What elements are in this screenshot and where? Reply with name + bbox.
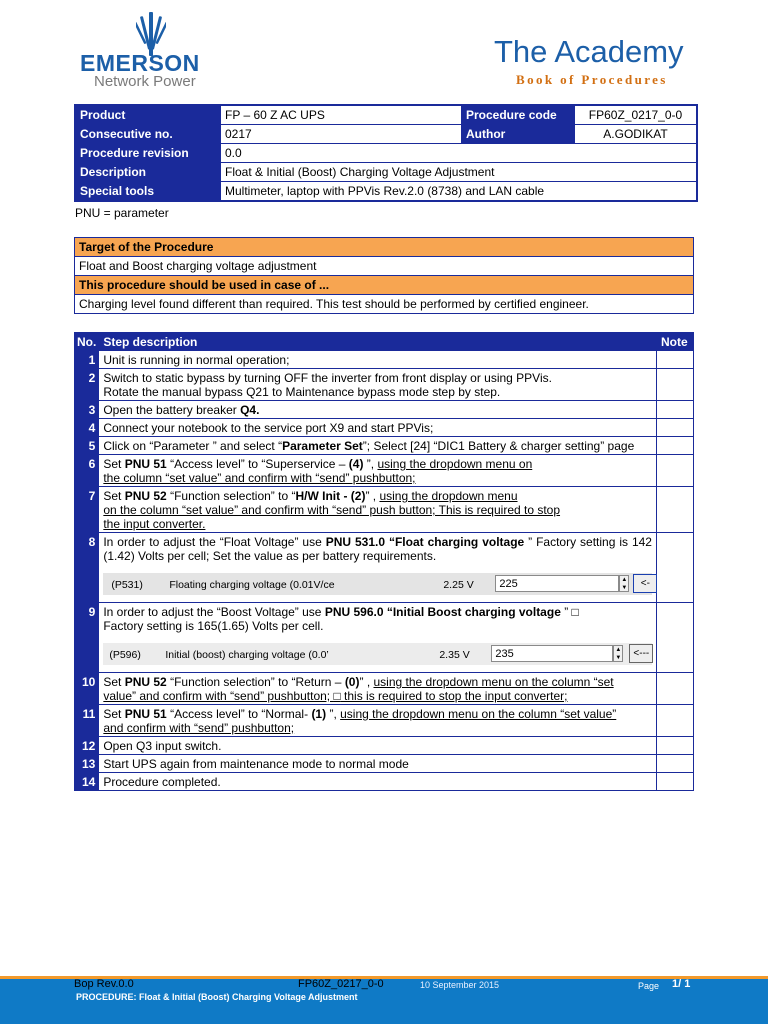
step-text-underlined: using the dropdown menu on [377, 457, 533, 471]
parameter-name: Initial (boost) charging voltage (0.0’ [165, 649, 329, 661]
step-text: ”; Select [24] “DIC1 Battery & charger setting” page [362, 439, 635, 453]
step-note [657, 737, 694, 755]
step-number: 8 [75, 533, 99, 603]
author-label: Author [462, 125, 575, 144]
description-label: Description [75, 163, 221, 182]
book-of-procedures: Book of Procedures [516, 72, 668, 87]
table-row [75, 533, 694, 603]
step-text-bold: PNU 51 [124, 457, 167, 471]
step-number: 3 [75, 401, 99, 419]
step-text-bold: (0) [344, 675, 360, 689]
footer-procedure-code: FP60Z_0217_0-0 [298, 978, 384, 990]
step-description: Procedure completed. [99, 773, 657, 791]
step-number: 9 [75, 603, 99, 673]
parameter-id: (P596) [109, 649, 141, 661]
step-text: ” [560, 605, 572, 619]
parameter-current-value: 2.25 V [443, 579, 474, 591]
step-text: In order to adjust the “Boost Voltage” use [103, 605, 325, 619]
step-number: 6 [75, 455, 99, 487]
step-text: “Access level” to “Normal- [166, 707, 312, 721]
step-text-bold: PNU 596.0 “Initial Boost charging voltage [324, 605, 561, 619]
footer-procedure-title: PROCEDURE: Float & Initial (Boost) Charging Voltage Adjustment [76, 992, 358, 1002]
step-description [99, 533, 657, 603]
step-number: 11 [75, 705, 99, 737]
step-text: ”, [326, 707, 341, 721]
step-note [657, 705, 694, 737]
spin-up-down-icon[interactable]: ▲ ▼ [619, 575, 629, 592]
step-text: ” , [359, 675, 374, 689]
step-text: “Function selection” to “Return – [166, 675, 345, 689]
steps-header-note: Note [657, 333, 694, 351]
parameter-current-value: 2.35 V [439, 649, 470, 661]
step-text: Click on “Parameter ” and select “ [103, 439, 283, 453]
step-text-bold: PNU 531.0 “Float charging voltage [325, 535, 525, 549]
step-note [657, 755, 694, 773]
pnu-note: PNU = parameter [75, 206, 169, 220]
step-note [657, 673, 694, 705]
consecutive-label: Consecutive no. [75, 125, 221, 144]
table-row [75, 437, 694, 455]
step-text-bold: PNU 52 [124, 675, 167, 689]
parameter-row-p531 [103, 573, 652, 595]
brand-subtitle: Network Power [94, 73, 196, 90]
step-text-underlined: the column “set value” and confirm with “send” pushbutton; [103, 471, 416, 485]
step-text-bold: Parameter Set [282, 439, 363, 453]
footer-revision: Bop Rev.0.0 [74, 978, 134, 990]
step-text-bold: Q4. [240, 403, 260, 417]
step-description [99, 705, 657, 737]
table-row [75, 487, 694, 533]
step-text: Set [103, 457, 125, 471]
step-note [657, 773, 694, 791]
step-text-bold: PNU 52 [124, 489, 167, 503]
steps-header-no: No. [75, 333, 99, 351]
step-text: ” , [365, 489, 380, 503]
table-row [75, 455, 694, 487]
step-note [657, 437, 694, 455]
step-text-underlined: this is required to stop the input converter; [340, 689, 568, 703]
step-description: Open Q3 input switch. [99, 737, 657, 755]
step-description [99, 369, 657, 401]
parameter-set-value-input[interactable]: 235 [491, 645, 613, 662]
step-text: Set [103, 675, 125, 689]
step-description [99, 603, 657, 673]
target-text: Float and Boost charging voltage adjustment [75, 257, 694, 276]
author-value: A.GODIKAT [575, 125, 698, 144]
step-text-underlined: value” and confirm with “send” pushbutton; [103, 689, 334, 703]
step-note [657, 351, 694, 369]
special-tools-label: Special tools [75, 182, 221, 202]
step-description: Unit is running in normal operation; [99, 351, 657, 369]
step-number: 5 [75, 437, 99, 455]
step-text: Factory setting is 165(1.65) Volts per cell. [103, 619, 324, 633]
step-number: 1 [75, 351, 99, 369]
step-note [657, 487, 694, 533]
parameter-row-p596 [103, 643, 652, 665]
target-table [74, 237, 694, 314]
step-text: ”, [363, 457, 378, 471]
target-title: Target of the Procedure [75, 238, 694, 257]
step-number: 12 [75, 737, 99, 755]
send-button[interactable]: <--- [629, 644, 653, 663]
step-description [99, 401, 657, 419]
description-value: Float & Initial (Boost) Charging Voltage Adjustment [221, 163, 698, 182]
step-description: Start UPS again from maintenance mode to normal mode [99, 755, 657, 773]
step-text-underlined: and confirm with “send” pushbutton; [103, 721, 295, 735]
revision-label: Procedure revision [75, 144, 221, 163]
missing-glyph-icon: □ [571, 605, 579, 619]
footer-date: 10 September 2015 [420, 980, 500, 990]
step-text-underlined: using the dropdown menu [379, 489, 518, 503]
step-text: In order to adjust the “Float Voltage” use [103, 535, 326, 549]
step-text: Set [103, 489, 125, 503]
step-note [657, 455, 694, 487]
step-text: Rotate the manual bypass Q21 to Maintenance bypass mode step by step. [103, 385, 501, 399]
step-description [99, 487, 657, 533]
consecutive-value: 0217 [221, 125, 462, 144]
table-row [75, 755, 694, 773]
step-text: “Access level” to “Superservice – [166, 457, 349, 471]
step-note [657, 533, 694, 603]
footer-page-label: Page [638, 981, 660, 991]
step-text: Set [103, 707, 125, 721]
send-button[interactable]: <- [633, 574, 657, 593]
steps-table [74, 332, 694, 791]
table-row [75, 773, 694, 791]
brand-name: EMERSON [80, 50, 200, 76]
table-row [75, 737, 694, 755]
step-number: 2 [75, 369, 99, 401]
step-text: “Function selection” to “ [166, 489, 296, 503]
step-note [657, 401, 694, 419]
missing-glyph-icon: □ [333, 689, 341, 703]
step-text: Open the battery breaker [103, 403, 241, 417]
step-text-underlined: using the dropdown menu on the column “set value” [340, 707, 617, 721]
footer-page-number: 1/ 1 [672, 978, 691, 990]
step-text-underlined: using the dropdown menu on the column “set [373, 675, 614, 689]
table-row [75, 369, 694, 401]
step-text: Switch to static bypass by turning OFF the inverter from front display or using PPVis. [103, 371, 552, 385]
case-title: This procedure should be used in case of ... [75, 276, 694, 295]
step-text-bold: (1) [311, 707, 327, 721]
step-number: 13 [75, 755, 99, 773]
step-text-bold: H/W Init - (2) [295, 489, 366, 503]
step-number: 7 [75, 487, 99, 533]
step-text-underlined: on the column “set value” and confirm with “send” push button; This is required to stop [103, 503, 561, 517]
special-tools-value: Multimeter, laptop with PPVis Rev.2.0 (8738) and LAN cable [221, 182, 698, 202]
procedure-code-label: Procedure code [462, 105, 575, 125]
step-number: 10 [75, 673, 99, 705]
step-number: 14 [75, 773, 99, 791]
spin-up-down-icon[interactable]: ▲ ▼ [613, 645, 623, 662]
step-number: 4 [75, 419, 99, 437]
table-row [75, 673, 694, 705]
step-text: ” Factory setting is 142 (1.42) Volts per cell; Set the value as per battery requirements. [103, 535, 652, 563]
table-row [75, 603, 694, 673]
procedure-code-value: FP60Z_0217_0-0 [575, 105, 698, 125]
step-note [657, 603, 694, 673]
parameter-name: Floating charging voltage (0.01V/ce [169, 579, 335, 591]
step-description [99, 455, 657, 487]
step-text-underlined: the input converter. [103, 517, 206, 531]
step-note [657, 369, 694, 401]
step-description [99, 437, 657, 455]
step-note [657, 419, 694, 437]
case-text: Charging level found different than required. This test should be performed by certified engineer. [75, 295, 694, 314]
parameter-id: (P531) [111, 579, 143, 591]
steps-header-desc: Step description [99, 333, 657, 351]
table-row [75, 419, 694, 437]
table-row [75, 401, 694, 419]
product-value: FP – 60 Z AC UPS [221, 105, 462, 125]
product-label: Product [75, 105, 221, 125]
procedure-info-table [74, 104, 698, 202]
academy-title: The Academy [494, 34, 684, 69]
step-description: Connect your notebook to the service port X9 and start PPVis; [99, 419, 657, 437]
step-description [99, 673, 657, 705]
table-row [75, 351, 694, 369]
revision-value: 0.0 [221, 144, 698, 163]
table-row [75, 705, 694, 737]
parameter-set-value-input[interactable]: 225 [495, 575, 619, 592]
step-text-bold: PNU 51 [124, 707, 167, 721]
step-text-bold: (4) [348, 457, 364, 471]
